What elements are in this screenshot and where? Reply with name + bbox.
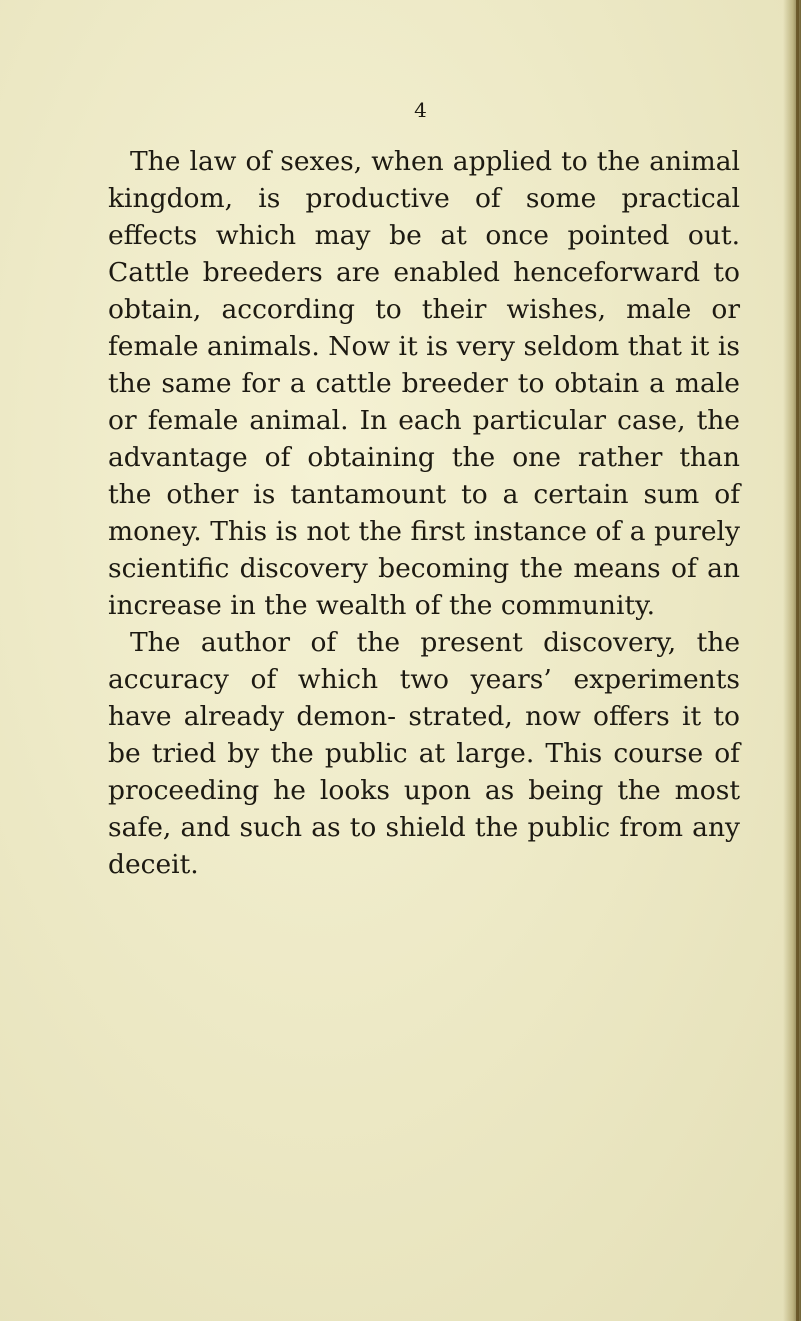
page-number: 4 — [414, 98, 427, 122]
body-text — [108, 143, 740, 883]
paragraph-2: The author of the present discovery, the accuracy of which two years’ experiments have already demon- strated, now offers it to be tried by the public at large. This course of proceeding he looks upon as being the most safe, and such as to shield the public from any deceit. — [108, 627, 740, 880]
paragraph-1: The law of sexes, when applied to the animal kingdom, is productive of some practical effects which may be at once pointed out. Cattle breeders are enabled henceforward to obtain, according to their wishes, male or female animals. Now it is very seldom that it is the same for a cattle breeder to obtain a male or female animal. In each particular case, the advantage of obtaining the one rather than the other is tantamount to a certain sum of money. This is not the first instance of a purely scientific discovery becoming the means of an increase in the wealth of the community. — [108, 146, 740, 621]
page-edge-line — [796, 0, 799, 1321]
